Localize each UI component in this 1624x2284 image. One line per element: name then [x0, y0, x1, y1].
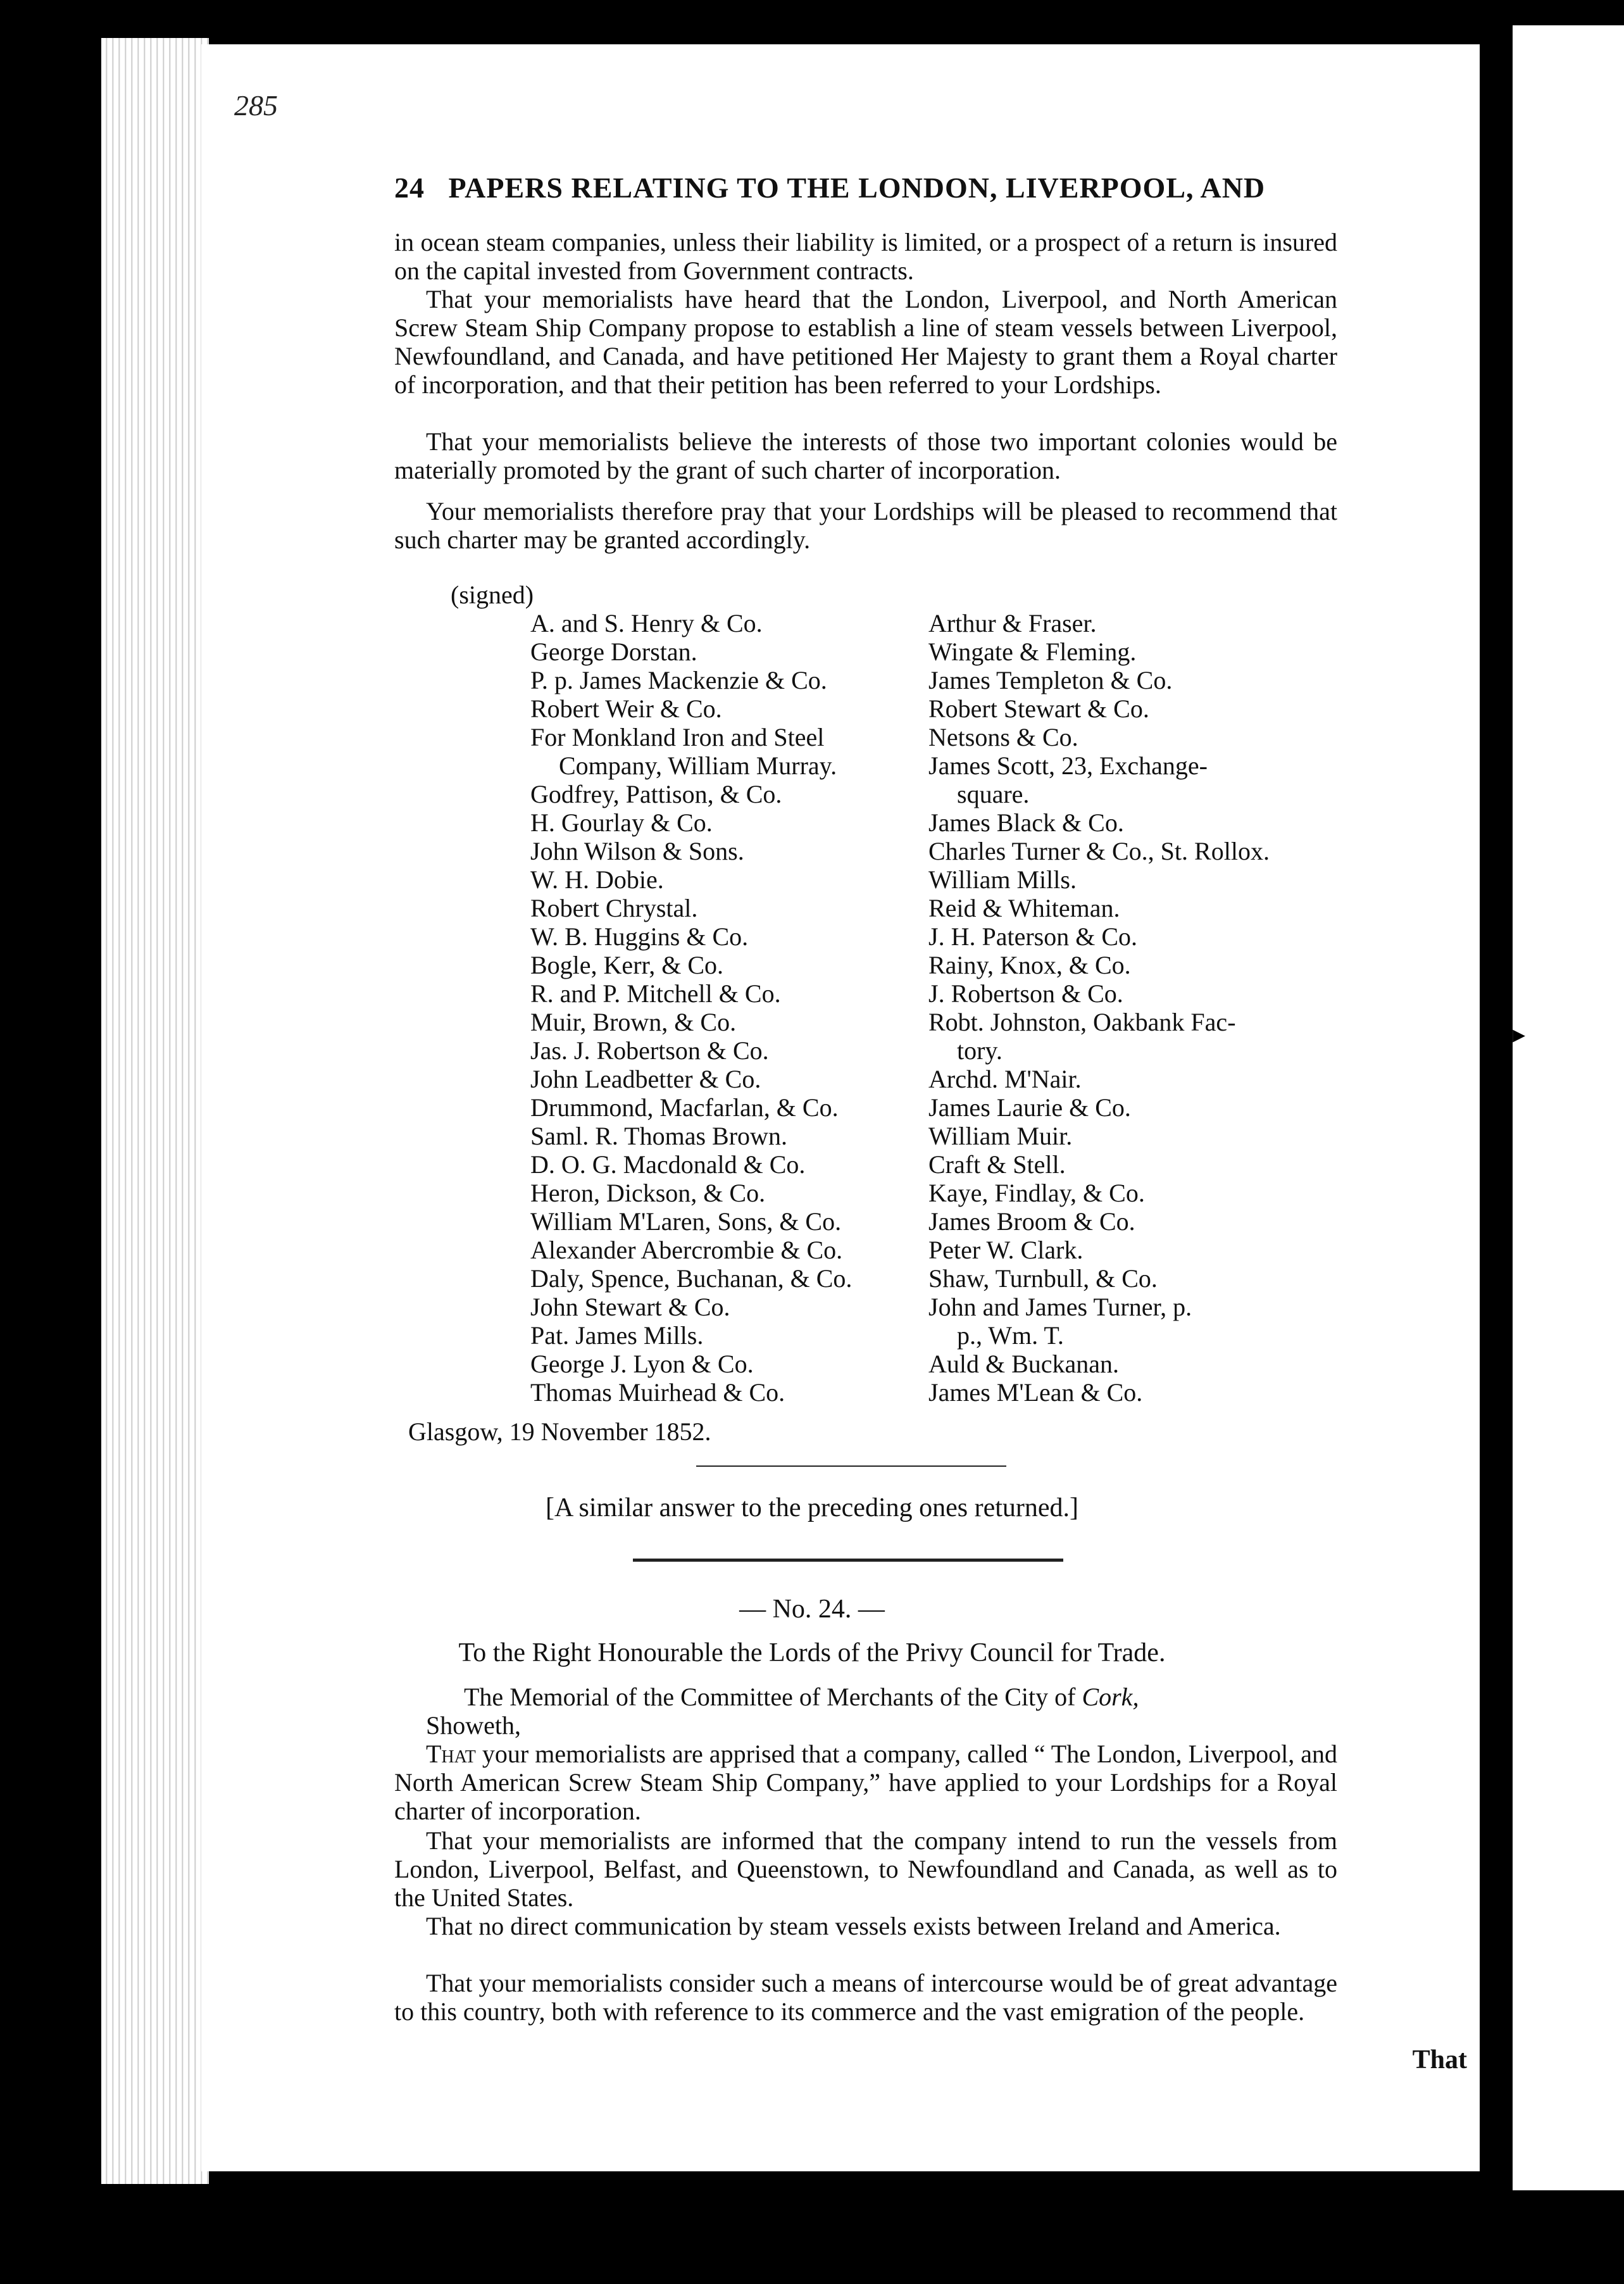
- memorial-intro: The Memorial of the Committee of Merchants of the City of Cork,: [464, 1683, 1139, 1711]
- signatory: Drummond, Macfarlan, & Co.: [530, 1093, 839, 1122]
- signatory: Muir, Brown, & Co.: [530, 1008, 737, 1036]
- signatory: Netsons & Co.: [928, 723, 1078, 751]
- signatory: James Scott, 23, Exchange-: [928, 751, 1208, 780]
- signatory: Robt. Johnston, Oakbank Fac-: [928, 1008, 1236, 1036]
- signatory: H. Gourlay & Co.: [530, 808, 713, 837]
- signatory: William Mills.: [928, 865, 1077, 894]
- signatory: Robert Weir & Co.: [530, 694, 722, 723]
- signatory: Jas. J. Robertson & Co.: [530, 1036, 769, 1065]
- signatory: D. O. G. Macdonald & Co.: [530, 1150, 806, 1179]
- signatory: Archd. M'Nair.: [928, 1065, 1082, 1093]
- divider-thick: [633, 1559, 1063, 1562]
- signatory: Reid & Whiteman.: [928, 894, 1120, 922]
- signatory-continued: p., Wm. T.: [957, 1321, 1064, 1350]
- signatory: Alexander Abercrombie & Co.: [530, 1236, 843, 1264]
- signatory: Saml. R. Thomas Brown.: [530, 1122, 787, 1150]
- place-and-date: Glasgow, 19 November 1852.: [408, 1417, 711, 1446]
- memorial-city: Cork,: [1082, 1683, 1139, 1711]
- signed-label: (signed): [451, 580, 534, 609]
- signatory: Daly, Spence, Buchanan, & Co.: [530, 1264, 853, 1293]
- paragraph-no-communication: That no direct communication by steam vessels exists between Ireland and America.: [426, 1912, 1281, 1940]
- signatory: John Wilson & Sons.: [530, 837, 744, 865]
- signatory-continued: square.: [957, 780, 1030, 808]
- signatories-left-column: [530, 609, 852, 1407]
- paragraph-informed: That your memorialists are informed that the company intend to run the vessels from London, Liverpool, Belfast, and Queenstown, to Newfoundland and Canada, as well as to the United States.: [394, 1826, 1337, 1912]
- signatory: James Broom & Co.: [928, 1207, 1135, 1236]
- signatory: Peter W. Clark.: [928, 1236, 1084, 1264]
- signatory-continued: Company, William Murray.: [559, 751, 837, 780]
- signatory: Arthur & Fraser.: [928, 609, 1097, 637]
- signatory: Wingate & Fleming.: [928, 637, 1137, 666]
- signatory: Rainy, Knox, & Co.: [928, 951, 1131, 979]
- signatory: James Templeton & Co.: [928, 666, 1173, 694]
- handwritten-folio-note: 285: [234, 89, 278, 122]
- signatory: J. Robertson & Co.: [928, 979, 1123, 1008]
- margin-mark: ▸: [1513, 1020, 1526, 1048]
- signatory: Pat. James Mills.: [530, 1321, 704, 1350]
- signatory: Shaw, Turnbull, & Co.: [928, 1264, 1158, 1293]
- paragraph-prayer: Your memorialists therefore pray that your Lordships will be pleased to recommend that such charter may be granted accordingly.: [394, 497, 1337, 554]
- paragraph-intercourse: That your memorialists consider such a means of intercourse would be of great advantage to this country, both with reference to its commerce and the vast emigration of the people.: [394, 1969, 1337, 2026]
- running-head: [394, 171, 1287, 204]
- signatory: John and James Turner, p.: [928, 1293, 1192, 1321]
- signatory: William M'Laren, Sons, & Co.: [530, 1207, 842, 1236]
- signatory: John Leadbetter & Co.: [530, 1065, 761, 1093]
- signatory: John Stewart & Co.: [530, 1293, 730, 1321]
- paragraph-continuation: in ocean steam companies, unless their liability is limited, or a prospect of a return is insured on the capital invested from Government contracts.: [394, 228, 1337, 285]
- signatory: James Laurie & Co.: [928, 1093, 1131, 1122]
- divider-short: [696, 1465, 1006, 1467]
- signatory: Bogle, Kerr, & Co.: [530, 951, 724, 979]
- signatory: P. p. James Mackenzie & Co.: [530, 666, 827, 694]
- signatory: James M'Lean & Co.: [928, 1378, 1143, 1407]
- signatory: George J. Lyon & Co.: [530, 1350, 754, 1378]
- signatory: R. and P. Mitchell & Co.: [530, 979, 781, 1008]
- signatory: J. H. Paterson & Co.: [928, 922, 1137, 951]
- signatory: Thomas Muirhead & Co.: [530, 1378, 785, 1407]
- showeth: Showeth,: [426, 1711, 521, 1740]
- addressee: To the Right Honourable the Lords of the Privy Council for Trade.: [458, 1638, 1166, 1667]
- signatory: Robert Chrystal.: [530, 894, 698, 922]
- signatory: W. B. Huggins & Co.: [530, 922, 749, 951]
- signatory: William Muir.: [928, 1122, 1073, 1150]
- facing-page-strip: [1513, 25, 1624, 2190]
- signatory: James Black & Co.: [928, 808, 1124, 837]
- signatory-continued: tory.: [957, 1036, 1003, 1065]
- signatory: For Monkland Iron and Steel: [530, 723, 825, 751]
- signatory: Godfrey, Pattison, & Co.: [530, 780, 782, 808]
- running-head-title: PAPERS RELATING TO THE LONDON, LIVERPOOL, AND: [448, 172, 1266, 204]
- paragraph-apprised: That your memorialists are apprised that a company, called “ The London, Liverpool, and North American Screw Steam Ship Company,” have applied to your Lordships for a Royal charter of incorporation.: [394, 1740, 1338, 1825]
- page-number: 24: [394, 172, 425, 204]
- signatory: Craft & Stell.: [928, 1150, 1066, 1179]
- signatory: Auld & Buckanan.: [928, 1350, 1120, 1378]
- document-number: — No. 24. —: [739, 1595, 885, 1624]
- page-edge-stack: [101, 38, 209, 2184]
- signatory: George Dorstan.: [530, 637, 697, 666]
- signatory: W. H. Dobie.: [530, 865, 664, 894]
- signatory: A. and S. Henry & Co.: [530, 609, 763, 637]
- signatory: Heron, Dickson, & Co.: [530, 1179, 766, 1207]
- signatory: Charles Turner & Co., St. Rollox.: [928, 837, 1270, 865]
- paragraph-memorialists-believe: That your memorialists believe the interests of those two important colonies would be materially promoted by the grant of such charter of incorporation.: [394, 427, 1337, 484]
- signatory: Robert Stewart & Co.: [928, 694, 1149, 723]
- signatory: Kaye, Findlay, & Co.: [928, 1179, 1145, 1207]
- catchword: That: [1412, 2045, 1467, 2074]
- signatories-right-column: [928, 609, 1270, 1407]
- paragraph-memorialists-heard: That your memorialists have heard that the London, Liverpool, and North American Screw Steam Ship Company propose to establish a line of steam vessels between Liverpool, Newfoundland, and Canada, and have petitioned Her Majesty to grant them a Royal charter of incorporation, and that their petition has been referred to your Lordships.: [394, 285, 1337, 399]
- bracket-note: [A similar answer to the preceding ones returned.]: [545, 1493, 1079, 1522]
